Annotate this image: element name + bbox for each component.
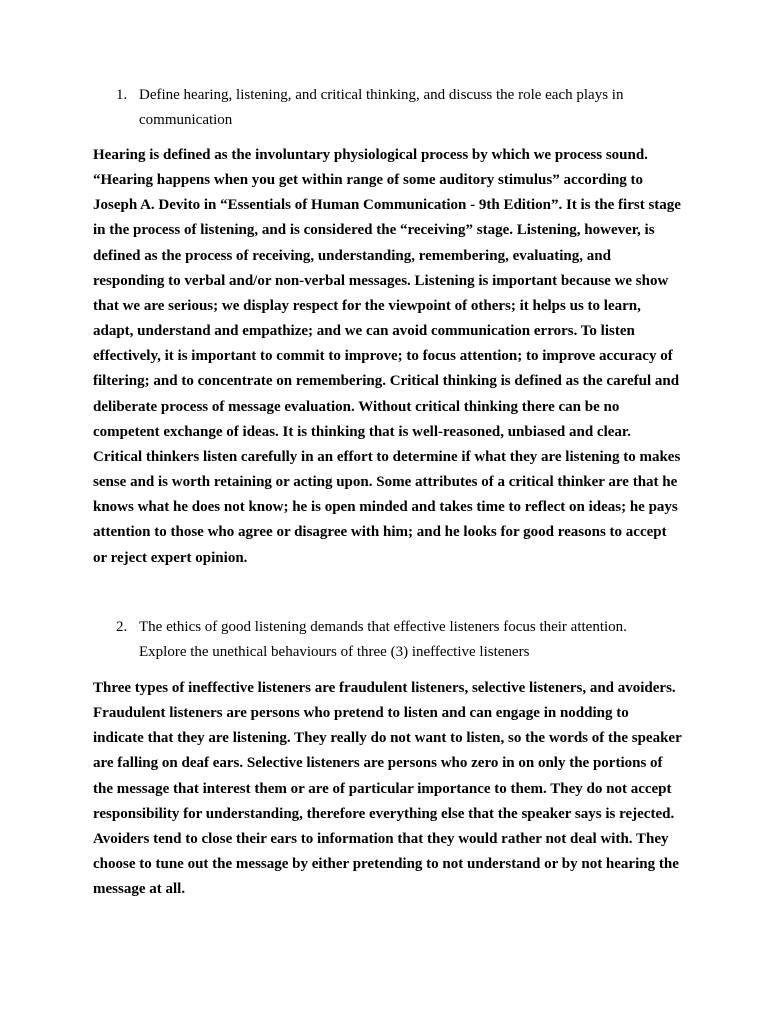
question-2 (116, 615, 676, 665)
answer-1-paragraph: Hearing is defined as the involuntary physiological process by which we process sound. “Hearing happens when you get within range of some auditory stimulus” according to Joseph A. Devito in “Essentials of Human Communication - 9th Edition”. It is the first stage in the process of listening, and is considered the “receiving” stage. Listening, however, is defined as the process of receiving, understanding, remembering, evaluating, and responding to verbal and/or non-verbal messages. Listening is important because we show that we are serious; we display respect for the viewpoint of others; it helps us to learn, adapt, understand and empathize; and we can avoid communication errors. To listen effectively, it is important to commit to improve; to focus attention; to improve accuracy of filtering; and to concentrate on remembering. Critical thinking is defined as the careful and deliberate process of message evaluation. Without critical thinking there can be no competent exchange of ideas. It is thinking that is well-reasoned, unbiased and clear. Critical thinkers listen carefully in an effort to determine if what they are listening to makes sense and is worth retaining or acting upon. Some attributes of a critical thinker are that he knows what he does not know; he is open minded and takes time to reflect on ideas; he pays attention to those who agree or disagree with him; and he looks for good reasons to accept or reject expert opinion. (93, 147, 681, 566)
question-1 (116, 83, 676, 133)
answer-2-paragraph: Three types of ineffective listeners are fraudulent listeners, selective listeners, and avoiders. Fraudulent listeners are persons who pretend to listen and can engage in nodding to indicate that they are listening. They really do not want to listen, so the words of the speaker are falling on deaf ears. Selective listeners are persons who zero in on only the portions of the message that interest them or are of particular importance to them. They do not accept responsibility for understanding, therefore everything else that the speaker says is rejected. Avoiders tend to close their ears to information that they would rather not deal with. They choose to tune out the message by either pretending to not understand or by not hearing the message at all. (93, 680, 682, 898)
question-2-number: 2. (116, 619, 128, 635)
question-1-text: Define hearing, listening, and critical thinking, and discuss the role each plays in communication (139, 87, 624, 128)
question-2-text: The ethics of good listening demands that effective listeners focus their attention. Explore the unethical behaviours of three (3) ineffective listeners (139, 619, 627, 660)
question-1-number: 1. (116, 87, 128, 103)
